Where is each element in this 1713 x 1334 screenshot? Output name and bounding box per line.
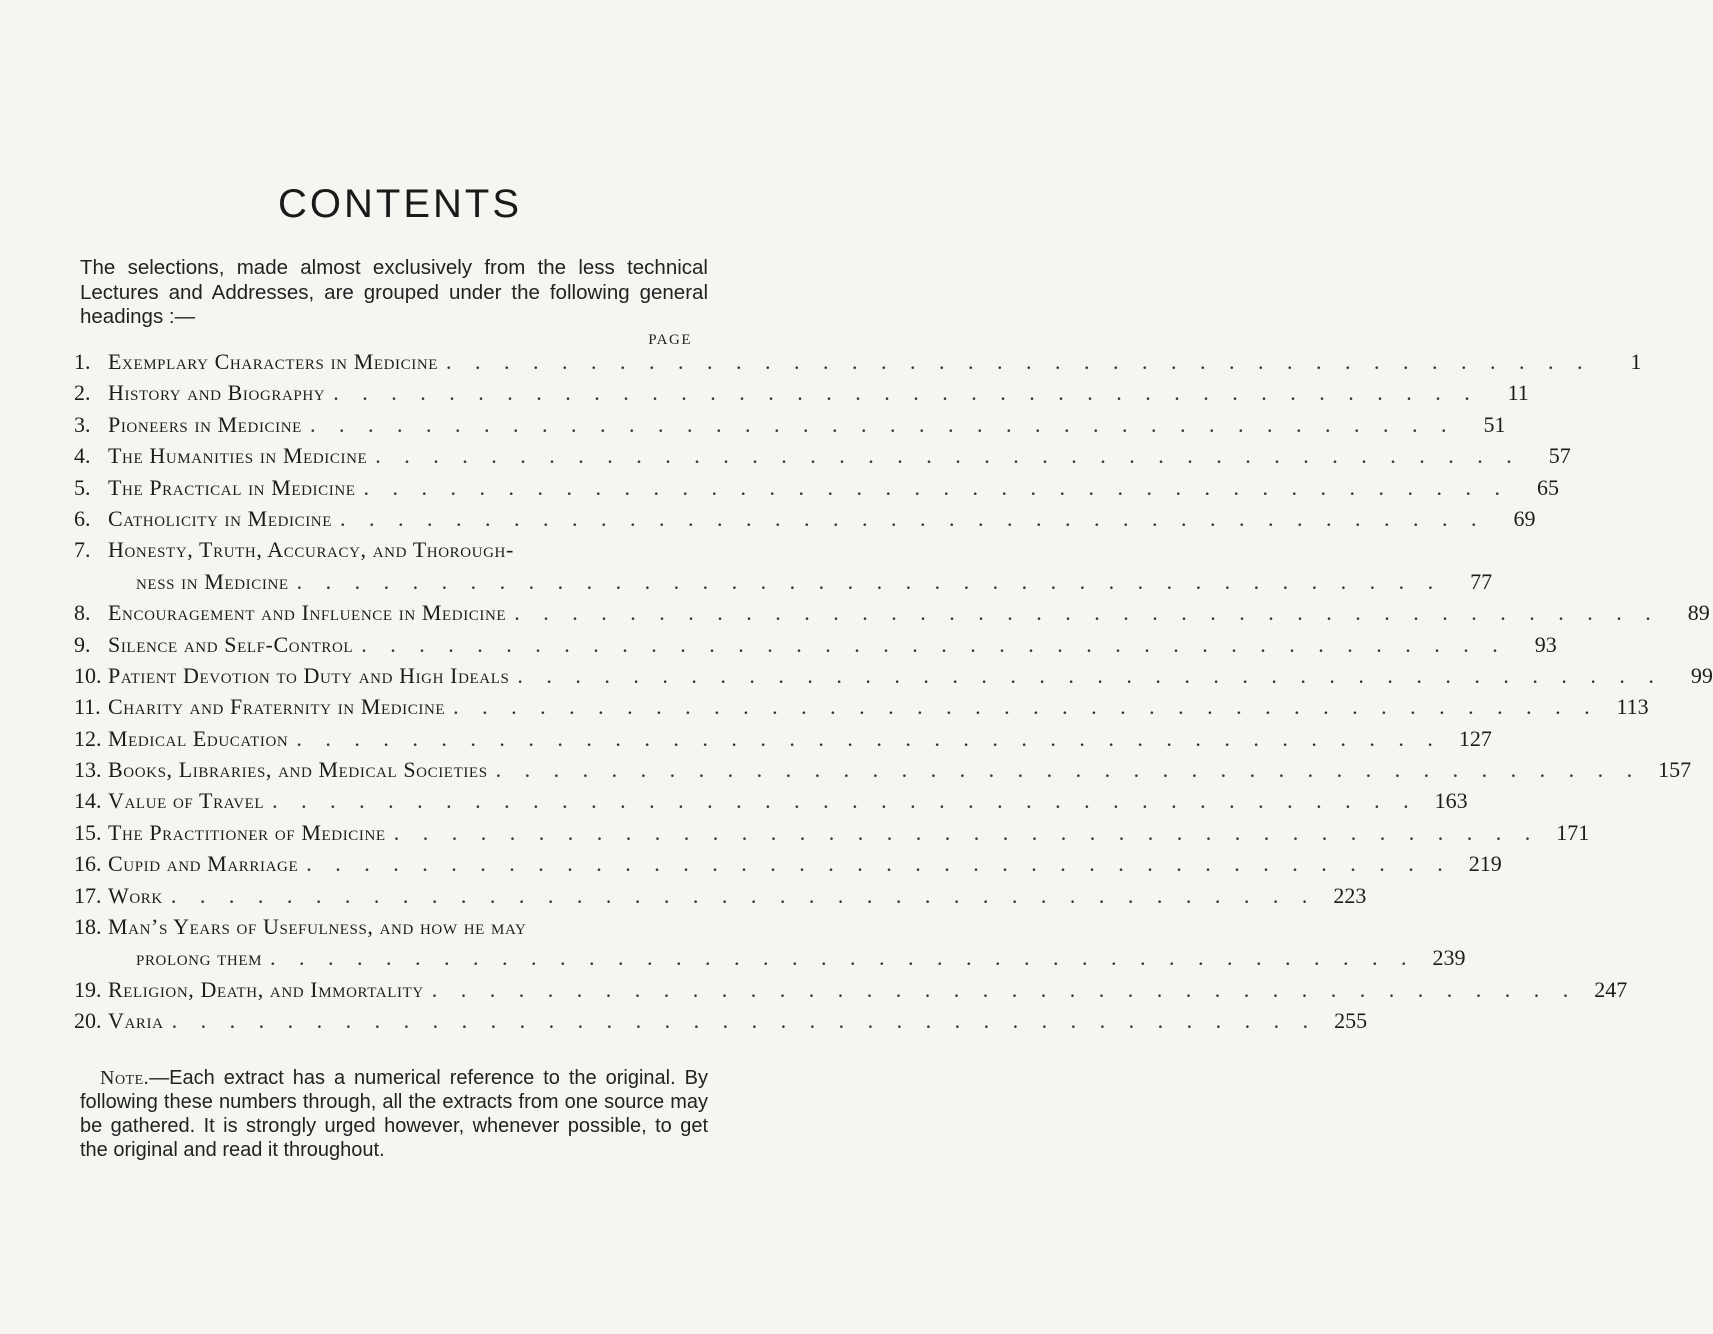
toc-entry-number: 19. bbox=[74, 976, 102, 1002]
toc-entry bbox=[74, 819, 1590, 851]
toc-entry-title-continuation: prolong them bbox=[136, 945, 263, 971]
toc-entry-number: 9. bbox=[74, 631, 91, 657]
toc-entry-page-number: 1 bbox=[1630, 349, 1642, 374]
dot-leader: . . . . . . . . . . . . . . . . . . . . . . . . . . . . . . . . . . . . . . . . bbox=[333, 380, 1479, 406]
toc-entry-page-number: 89 bbox=[1687, 600, 1710, 626]
toc-entry-page-number: 219 bbox=[1468, 851, 1502, 877]
toc-entry-title: The Humanities in Medicine bbox=[108, 443, 368, 469]
toc-entry-continuation-line bbox=[74, 945, 1466, 976]
toc-entry-title: Honesty, Truth, Accuracy, and Thorough- bbox=[108, 537, 514, 563]
dot-leader: . . . . . . . . . . . . . . . . . . . . . . . . . . . . . . . . . . . . . . . . bbox=[272, 788, 1418, 814]
dot-leader: . . . . . . . . . . . . . . . . . . . . . . . . . . . . . . . . . . . . . . . . bbox=[517, 662, 1663, 688]
table-of-contents bbox=[74, 349, 1713, 1040]
dot-leader: . . . . . . . . . . . . . . . . . . . . . . . . . . . . . . . . . . . . . . . . bbox=[375, 443, 1521, 469]
note-label: Note. bbox=[100, 1067, 150, 1089]
toc-entry-number: 13. bbox=[74, 757, 102, 783]
toc-entry bbox=[74, 505, 1536, 537]
dot-leader: . . . . . . . . . . . . . . . . . . . . . . . . . . . . . . . . . . . . . . . . bbox=[361, 631, 1507, 657]
toc-entry-number: 3. bbox=[74, 411, 91, 437]
toc-entry-number: 2. bbox=[74, 380, 91, 406]
toc-entry-number: 11. bbox=[74, 694, 101, 720]
dot-leader: . . . . . . . . . . . . . . . . . . . . . . . . . . . . . . . . . . . . . . . . bbox=[296, 568, 1443, 594]
toc-entry-title: Books, Libraries, and Medical Societies bbox=[108, 757, 488, 783]
toc-entry-page-number: 65 bbox=[1537, 474, 1560, 500]
toc-entry bbox=[74, 380, 1529, 411]
toc-entry bbox=[74, 443, 1571, 474]
toc-entry-number: 5. bbox=[74, 474, 91, 500]
toc-entry-page-number: 77 bbox=[1470, 568, 1493, 594]
toc-entry-title: Value of Travel bbox=[108, 788, 265, 814]
toc-entry-title-continuation: ness in Medicine bbox=[136, 568, 289, 594]
toc-entry-page-number: 11 bbox=[1507, 380, 1529, 406]
toc-entry-number: 8. bbox=[74, 600, 91, 626]
toc-entry bbox=[74, 757, 1692, 788]
toc-entry-number: 20. bbox=[74, 1008, 102, 1034]
toc-entry-number: 14. bbox=[74, 788, 102, 814]
toc-entry bbox=[74, 600, 1710, 631]
toc-entry bbox=[74, 882, 1367, 914]
toc-entry-page-number: 69 bbox=[1513, 505, 1536, 531]
toc-entry-page-number: 57 bbox=[1548, 443, 1571, 469]
toc-entry-title: Charity and Fraternity in Medicine bbox=[108, 694, 446, 720]
toc-entry-title: Patient Devotion to Duty and High Ideals bbox=[108, 662, 510, 688]
toc-entry-number: 6. bbox=[74, 505, 91, 531]
dot-leader: . . . . . . . . . . . . . . . . . . . . . . . . . . . . . . . . . . . . . . . . bbox=[453, 694, 1599, 720]
toc-entry bbox=[74, 474, 1560, 506]
toc-entry-title: Work bbox=[108, 882, 163, 908]
toc-entry bbox=[74, 788, 1468, 819]
toc-entry-title: Medical Education bbox=[108, 725, 289, 751]
toc-entry-page-number: 93 bbox=[1534, 631, 1557, 657]
toc-entry bbox=[74, 976, 1628, 1008]
toc-entry-page-number: 223 bbox=[1333, 882, 1367, 908]
toc-entry bbox=[74, 851, 1502, 882]
toc-entry-number: 15. bbox=[74, 819, 102, 845]
toc-entry-page-number: 171 bbox=[1556, 819, 1590, 845]
toc-entry bbox=[74, 411, 1506, 443]
toc-entry-title: Varia bbox=[108, 1008, 164, 1034]
toc-entry bbox=[74, 914, 714, 945]
toc-entry-page-number: 99 bbox=[1690, 662, 1713, 688]
dot-leader: . . . . . . . . . . . . . . . . . . . . . . . . . . . . . . . . . . . . . . . . bbox=[393, 819, 1540, 845]
page-column-label: PAGE bbox=[648, 332, 692, 348]
toc-entry-number: 16. bbox=[74, 851, 102, 877]
dot-leader: . . . . . . . . . . . . . . . . . . . . . . . . . . . . . . . . . . . . . . . . bbox=[446, 349, 1592, 374]
toc-entry bbox=[74, 537, 714, 568]
toc-entry bbox=[74, 349, 1642, 380]
dot-leader: . . . . . . . . . . . . . . . . . . . . . . . . . . . . . . . . . . . . . . . . bbox=[431, 976, 1578, 1002]
toc-entry-title: Silence and Self-Control bbox=[108, 631, 354, 657]
dot-leader: . . . . . . . . . . . . . . . . . . . . . . . . . . . . . . . . . . . . . . . . bbox=[270, 945, 1416, 971]
toc-entry-page-number: 157 bbox=[1658, 757, 1692, 783]
toc-entry-page-number: 247 bbox=[1594, 976, 1628, 1002]
toc-entry bbox=[74, 631, 1557, 663]
dot-leader: . . . . . . . . . . . . . . . . . . . . . . . . . . . . . . . . . . . . . . . . bbox=[340, 505, 1486, 531]
toc-entry-number: 18. bbox=[74, 914, 102, 940]
toc-entry-number: 10. bbox=[74, 662, 102, 688]
toc-entry-number: 1. bbox=[74, 349, 91, 374]
dot-leader: . . . . . . . . . . . . . . . . . . . . . . . . . . . . . . . . . . . . . . . . bbox=[170, 882, 1317, 908]
note-paragraph bbox=[80, 1066, 708, 1162]
toc-entry-page-number: 127 bbox=[1458, 725, 1492, 751]
toc-entry bbox=[74, 694, 1649, 725]
toc-entry-title: The Practitioner of Medicine bbox=[108, 819, 386, 845]
toc-entry-title: Cupid and Marriage bbox=[108, 851, 299, 877]
dot-leader: . . . . . . . . . . . . . . . . . . . . . . . . . . . . . . . . . . . . . . . . bbox=[306, 851, 1452, 877]
toc-entry-page-number: 51 bbox=[1483, 411, 1506, 437]
toc-entry-title: Religion, Death, and Immortality bbox=[108, 976, 424, 1002]
toc-entry-number: 4. bbox=[74, 443, 91, 469]
dot-leader: . . . . . . . . . . . . . . . . . . . . . . . . . . . . . . . . . . . . . . . . bbox=[495, 757, 1642, 783]
dot-leader: . . . . . . . . . . . . . . . . . . . . . . . . . . . . . . . . . . . . . . . . bbox=[296, 725, 1442, 751]
toc-entry-continuation-line bbox=[74, 568, 1493, 600]
toc-entry-title: Catholicity in Medicine bbox=[108, 505, 332, 531]
toc-entry bbox=[74, 1008, 1368, 1039]
toc-entry-title: History and Biography bbox=[108, 380, 326, 406]
toc-entry-page-number: 255 bbox=[1334, 1008, 1368, 1034]
toc-entry-number: 17. bbox=[74, 882, 102, 908]
toc-entry-title: Encouragement and Influence in Medicine bbox=[108, 600, 507, 626]
toc-entry-page-number: 113 bbox=[1616, 694, 1649, 720]
toc-entry-title: The Practical in Medicine bbox=[108, 474, 356, 500]
dot-leader: . . . . . . . . . . . . . . . . . . . . . . . . . . . . . . . . . . . . . . . . bbox=[514, 600, 1660, 626]
toc-entry bbox=[74, 725, 1492, 757]
toc-entry-page-number: 163 bbox=[1434, 788, 1468, 814]
toc-entry bbox=[74, 662, 1713, 694]
intro-paragraph: The selections, made almost exclusively from the less technical Lectures and Addresses, are grouped under the following general headings :— bbox=[80, 256, 708, 328]
toc-entry-number: 7. bbox=[74, 537, 91, 563]
toc-entry-title: Exemplary Characters in Medicine bbox=[108, 349, 439, 374]
toc-entry-title: Man’s Years of Usefulness, and how he may bbox=[108, 914, 527, 940]
dot-leader: . . . . . . . . . . . . . . . . . . . . . . . . . . . . . . . . . . . . . . . . bbox=[363, 474, 1510, 500]
dot-leader: . . . . . . . . . . . . . . . . . . . . . . . . . . . . . . . . . . . . . . . . bbox=[309, 411, 1456, 437]
dot-leader: . . . . . . . . . . . . . . . . . . . . . . . . . . . . . . . . . . . . . . . . bbox=[171, 1008, 1318, 1034]
toc-entry-title: Pioneers in Medicine bbox=[108, 411, 302, 437]
page-title: CONTENTS bbox=[278, 182, 522, 226]
toc-entry-number: 12. bbox=[74, 725, 102, 751]
toc-entry-page-number: 239 bbox=[1432, 945, 1466, 971]
note-text: —Each extract has a numerical reference to the original. By following these numbers through, all the extracts from one source may be gathered. It is strongly urged however, whenever possible, to get the original and read it throughout. bbox=[80, 1067, 708, 1161]
